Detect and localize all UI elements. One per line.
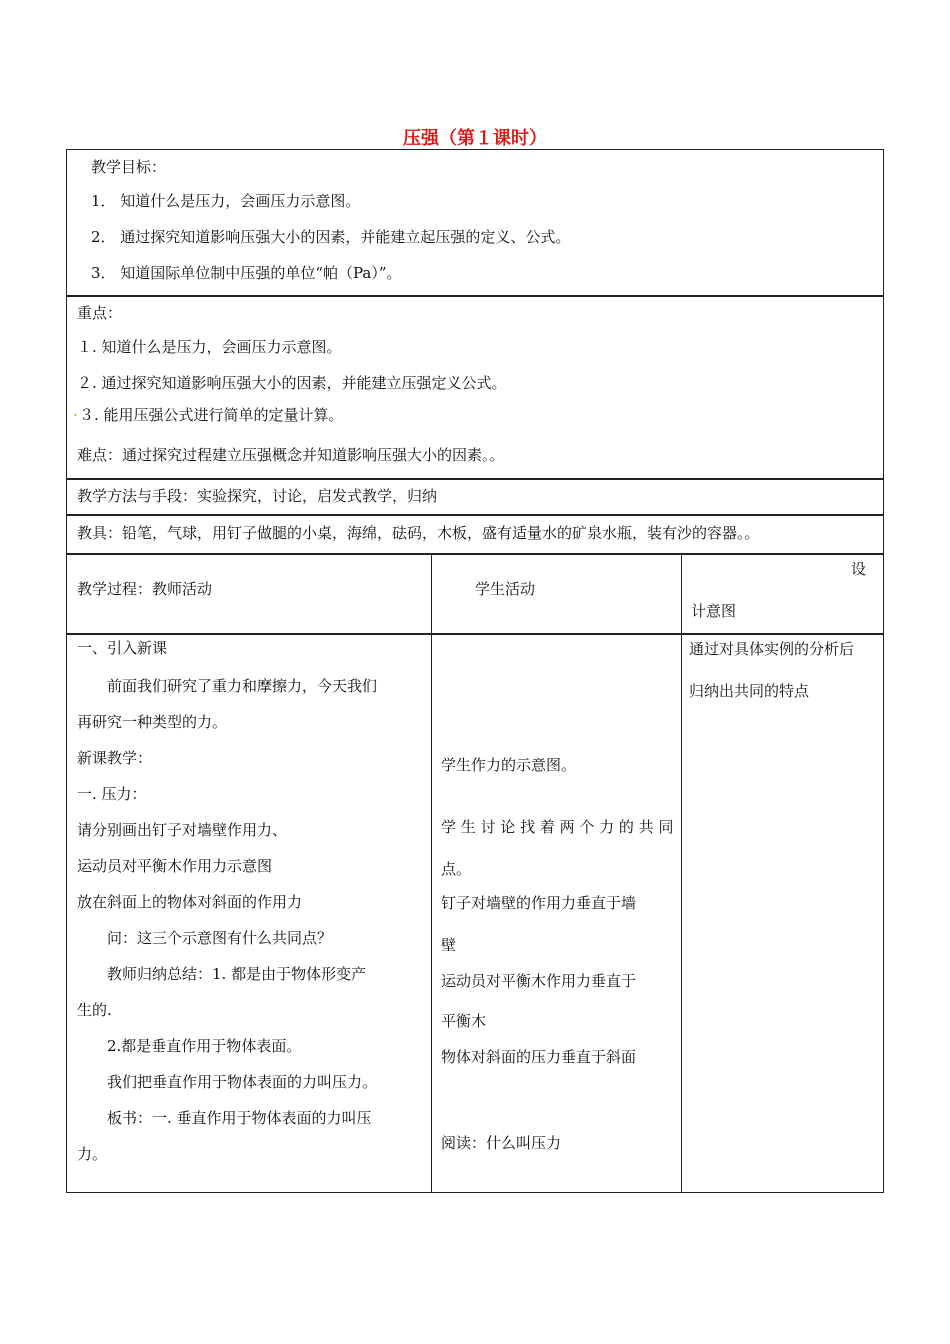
method-section [66, 478, 884, 516]
teacher-line: 前面我们研究了重力和摩擦力，今天我们 [77, 677, 378, 695]
teacher-line: 问：这三个示意图有什么共同点？ [77, 929, 333, 947]
key-points-heading: 重点： [77, 304, 123, 322]
student-line: 运动员对平衡木作用力垂直于 [441, 972, 637, 990]
key-point-item: ２. 通过探究知道影响压强大小的因素，并能建立压强定义公式。 [77, 374, 507, 392]
objective-item: 2． 通过探究知道影响压强大小的因素，并能建立起压强的定义、公式。 [91, 228, 571, 246]
difficulty-text: 难点：通过探究过程建立压强概念并知道影响压强大小的因素。。 [77, 446, 505, 464]
process-header [66, 553, 884, 635]
objectives-section [66, 149, 884, 297]
teacher-line: 我们把垂直作用于物体表面的力叫压力。 [77, 1073, 378, 1091]
stray-dot-mark: . [73, 402, 78, 420]
key-point-item: ３. 能用压强公式进行简单的定量计算。 [79, 406, 344, 424]
student-line: 钉子对墙壁的作用力垂直于墙 [441, 894, 637, 912]
objective-item: 1． 知道什么是压力，会画压力示意图。 [91, 192, 361, 210]
page-title: 压强（第１课时） [403, 128, 547, 149]
teacher-line: 请分别画出钉子对墙壁作用力、 [77, 821, 288, 839]
teacher-line: 教师归纳总结：1. 都是由于物体形变产 [77, 965, 367, 983]
column-divider [431, 554, 432, 634]
student-line: 学 生 讨 论 找 着 两 个 力 的 共 同 [441, 818, 674, 836]
student-line: 平衡木 [441, 1012, 487, 1030]
key-points-section [66, 295, 884, 480]
teacher-activity-column [77, 630, 427, 1172]
objectives-heading: 教学目标： [91, 158, 167, 176]
design-line: 归纳出共同的特点 [689, 682, 810, 700]
method-text: 教学方法与手段：实验探究，讨论，启发式教学，归纳 [77, 487, 438, 505]
column-divider [431, 634, 432, 1192]
column-divider [681, 634, 682, 1192]
tools-text: 教具：铅笔，气球，用钉子做腿的小桌，海绵，砝码，木板，盛有适量水的矿泉水瓶，装有沙的容器。。 [77, 524, 760, 542]
student-line: 阅读：什么叫压力 [441, 1134, 562, 1152]
objective-item: 3． 知道国际单位制中压强的单位“帕（Pa）”。 [91, 264, 402, 282]
teacher-line: 新课教学： [77, 749, 153, 767]
key-point-item: １. 知道什么是压力，会画压力示意图。 [77, 338, 342, 356]
student-line: 壁 [441, 936, 457, 954]
tools-section [66, 514, 884, 555]
student-line: 点。 [441, 860, 472, 878]
teacher-line: 力。 [77, 1145, 108, 1163]
process-body [66, 633, 884, 1193]
teacher-line: 运动员对平衡木作用力示意图 [77, 857, 273, 875]
teacher-activity-header: 教学过程：教师活动 [77, 580, 213, 598]
teacher-line: 放在斜面上的物体对斜面的作用力 [77, 893, 303, 911]
student-line: 物体对斜面的压力垂直于斜面 [441, 1048, 637, 1066]
design-header-part2: 计意图 [691, 602, 737, 620]
student-line: 学生作力的示意图。 [441, 756, 577, 774]
student-activity-header: 学生活动 [475, 580, 536, 598]
teacher-line: 板书：一. 垂直作用于物体表面的力叫压 [77, 1109, 372, 1127]
design-header-part1: 设 [851, 560, 867, 578]
teacher-line: 一、引入新课 [77, 639, 168, 657]
design-line: 通过对具体实例的分析后 [689, 640, 855, 658]
column-divider [681, 554, 682, 634]
teacher-line: 再研究一种类型的力。 [77, 713, 228, 731]
teacher-line: 2.都是垂直作用于物体表面。 [77, 1037, 302, 1055]
teacher-line: 一. 压力： [77, 785, 147, 803]
teacher-line: 生的. [77, 1001, 112, 1019]
